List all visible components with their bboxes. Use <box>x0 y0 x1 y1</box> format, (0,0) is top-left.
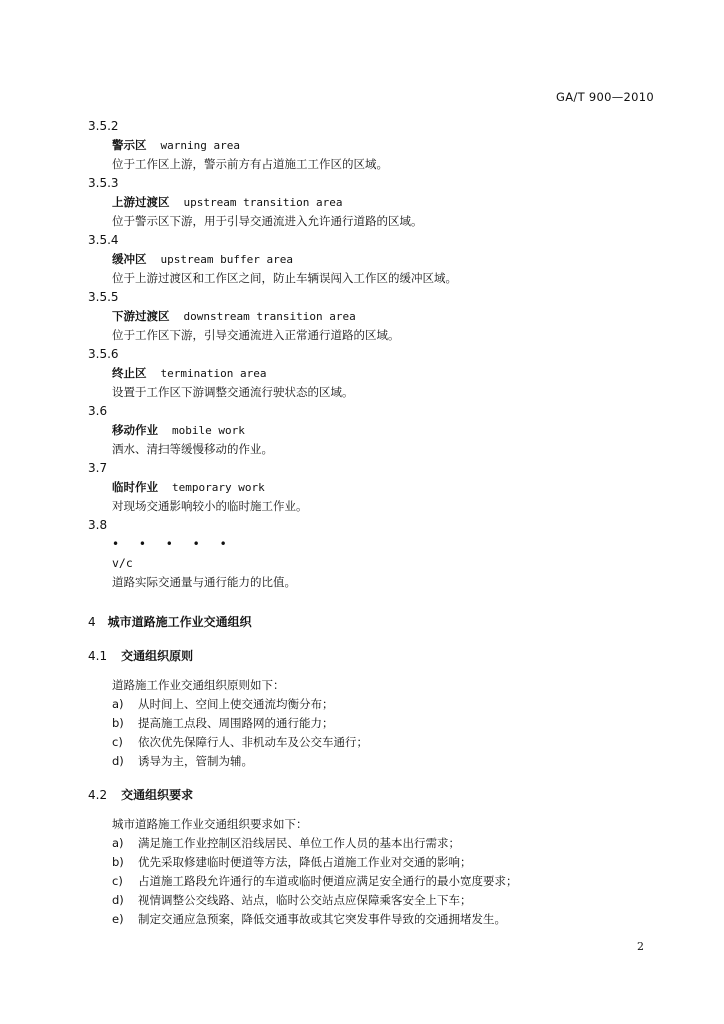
term-title <box>112 307 658 326</box>
term-definition: 位于工作区上游，警示前方有占道施工工作区的区域。 <box>112 157 388 171</box>
section-intro: 城市道路施工作业交通组织要求如下： <box>112 817 308 831</box>
term-number: 3.5.2 <box>88 119 119 133</box>
term-en: termination area <box>160 367 267 380</box>
list-marker: b) <box>112 855 124 869</box>
section-title: 交通组织原则 <box>121 649 194 663</box>
term-number: 3.5.4 <box>88 233 119 247</box>
term-3-5-5 <box>88 288 658 345</box>
term-number: 3.6 <box>88 404 108 418</box>
term-title <box>112 421 658 440</box>
term-3-5-4 <box>88 231 658 288</box>
list-marker: c) <box>112 874 123 888</box>
term-en: warning area <box>160 139 240 152</box>
term-en: mobile work <box>172 424 245 437</box>
section-intro: 道路施工作业交通组织原则如下： <box>112 678 285 692</box>
term-number: 3.5.5 <box>88 290 119 304</box>
list-text: 提高施工点段、周围路网的通行能力； <box>138 716 334 730</box>
section-number: 4.2 <box>88 788 108 802</box>
term-en: downstream transition area <box>183 310 356 323</box>
section-4-2-heading <box>88 785 658 805</box>
term-zh: 缓冲区 <box>112 252 147 266</box>
document-body <box>88 117 658 929</box>
list-marker: a) <box>112 697 124 711</box>
list-text: 诱导为主，管制为辅。 <box>138 754 253 768</box>
term-zh: 移动作业 <box>112 423 158 437</box>
term-3-5-6 <box>88 345 658 402</box>
section-title: 交通组织要求 <box>121 788 194 802</box>
list-item <box>112 714 658 733</box>
term-3-6 <box>88 402 658 459</box>
term-definition: 位于上游过渡区和工作区之间，防止车辆误闯入工作区的缓冲区域。 <box>112 271 457 285</box>
list-item <box>112 834 658 853</box>
term-3-8 <box>88 516 658 592</box>
list-text: 从时间上、空间上使交通流均衡分布； <box>138 697 334 711</box>
list-item <box>112 695 658 714</box>
list-marker: b) <box>112 716 124 730</box>
term-3-5-2 <box>88 117 658 174</box>
list-item <box>112 872 658 891</box>
chapter-number: 4 <box>88 615 96 629</box>
term-en: temporary work <box>172 481 265 494</box>
section-4-1-heading <box>88 646 658 666</box>
term-number: 3.8 <box>88 518 108 532</box>
list-item <box>112 752 658 771</box>
term-zh: 终止区 <box>112 366 147 380</box>
term-dots: • • • • • <box>112 537 235 551</box>
term-definition: 对现场交通影响较小的临时施工作业。 <box>112 499 308 513</box>
term-definition: 洒水、清扫等缓慢移动的作业。 <box>112 442 273 456</box>
term-definition: 道路实际交通量与通行能力的比值。 <box>112 575 296 589</box>
term-zh: 临时作业 <box>112 480 158 494</box>
list-item <box>112 733 658 752</box>
list-text: 依次优先保障行人、非机动车及公交车通行； <box>138 735 368 749</box>
list-marker: e) <box>112 912 124 926</box>
chapter-title: 城市道路施工作业交通组织 <box>107 615 252 629</box>
term-definition: 位于警示区下游，用于引导交通流进入允许通行道路的区域。 <box>112 214 423 228</box>
list-item <box>112 891 658 910</box>
term-en: upstream buffer area <box>160 253 293 266</box>
term-number: 3.5.3 <box>88 176 119 190</box>
list-text: 制定交通应急预案，降低交通事故或其它突发事件导致的交通拥堵发生。 <box>138 912 506 926</box>
chapter-4-heading <box>88 612 658 632</box>
term-title <box>112 193 658 212</box>
list-marker: c) <box>112 735 123 749</box>
term-definition: 设置于工作区下游调整交通流行驶状态的区域。 <box>112 385 354 399</box>
list-marker: a) <box>112 836 124 850</box>
standard-code-header: GA/T 900—2010 <box>556 90 654 104</box>
term-number: 3.5.6 <box>88 347 119 361</box>
list-text: 优先采取修建临时便道等方法，降低占道施工作业对交通的影响； <box>138 855 472 869</box>
term-3-5-3 <box>88 174 658 231</box>
term-symbol: v/c <box>112 556 133 570</box>
term-zh: 下游过渡区 <box>112 309 170 323</box>
list-marker: d) <box>112 893 124 907</box>
list-text: 视情调整公交线路、站点，临时公交站点应保障乘客安全上下车； <box>138 893 472 907</box>
list-item <box>112 853 658 872</box>
list-text: 满足施工作业控制区沿线居民、单位工作人员的基本出行需求； <box>138 836 460 850</box>
term-zh: 警示区 <box>112 138 147 152</box>
page-number: 2 <box>637 940 644 953</box>
list-marker: d) <box>112 754 124 768</box>
term-title <box>112 136 658 155</box>
list-item <box>112 910 658 929</box>
term-en: upstream transition area <box>183 196 343 209</box>
list-text: 占道施工路段允许通行的车道或临时便道应满足安全通行的最小宽度要求； <box>138 874 518 888</box>
term-title <box>112 478 658 497</box>
term-definition: 位于工作区下游，引导交通流进入正常通行道路的区域。 <box>112 328 400 342</box>
term-title <box>112 364 658 383</box>
term-title <box>112 250 658 269</box>
section-number: 4.1 <box>88 649 108 663</box>
term-number: 3.7 <box>88 461 108 475</box>
term-zh: 上游过渡区 <box>112 195 170 209</box>
term-3-7 <box>88 459 658 516</box>
